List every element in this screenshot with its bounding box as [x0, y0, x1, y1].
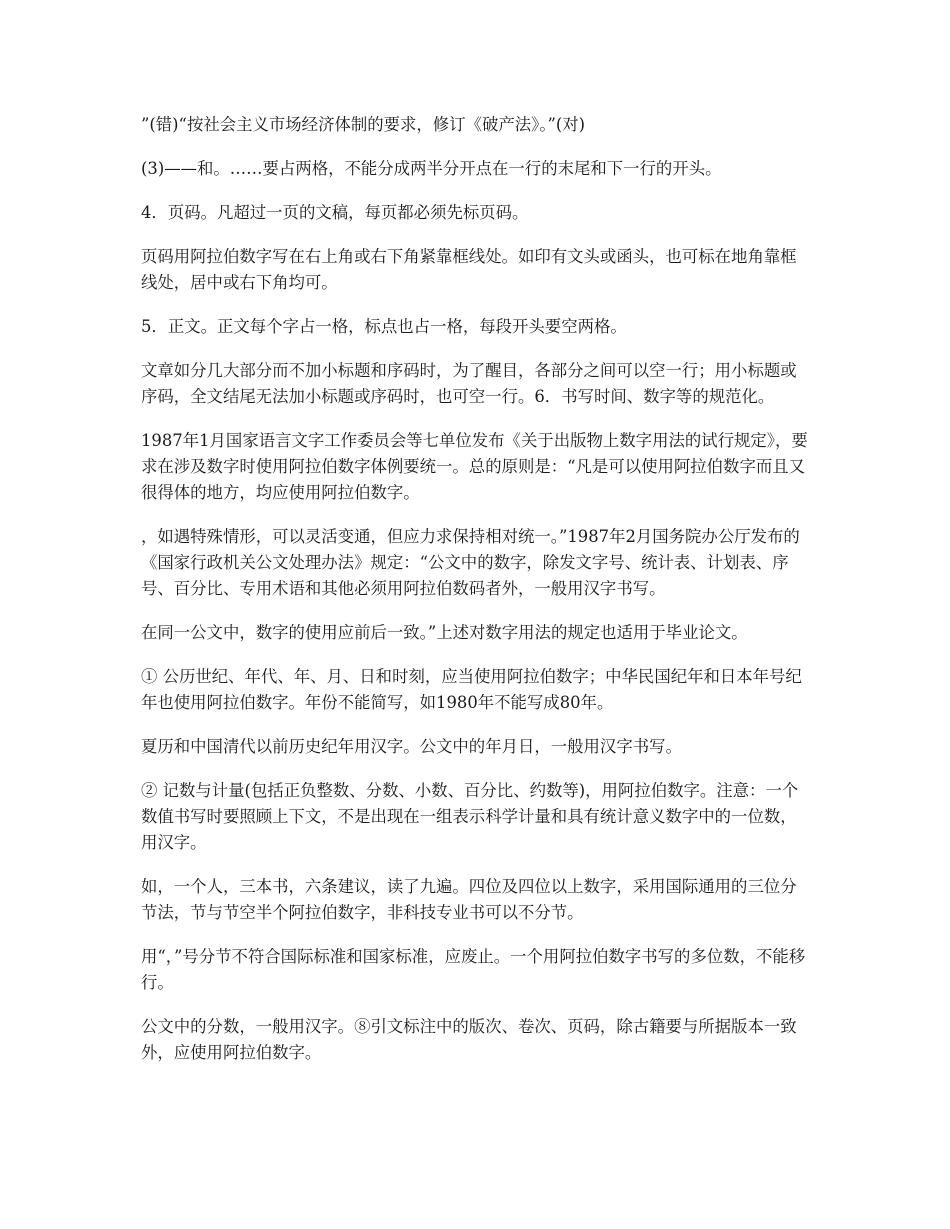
paragraph-4: 页码用阿拉伯数字写在右上角或右下角紧靠框线处。如印有文头或函头，也可标在地角靠框线处，居中或右下角均可。 [141, 247, 797, 292]
document-body [141, 112, 811, 1084]
paragraph-1: ”(错)“按社会主义市场经济体制的要求，修订《破产法》。”(对) [141, 115, 586, 134]
paragraph-11: 夏历和中国清代以前历史纪年用汉字。公文中的年月日，一般用汉字书写。 [141, 737, 682, 756]
paragraph-13: 如，一个人，三本书，六条建议，读了九遍。四位及四位以上数字，采用国际通用的三位分节法，节与节空半个阿拉伯数字，非科技专业书可以不分节。 [141, 877, 797, 922]
paragraph-10: ① 公历世纪、年代、年、月、日和时刻，应当使用阿拉伯数字；中华民国纪年和日本年号纪年也使用阿拉伯数字。年份不能简写，如1980年不能写成80年。 [141, 667, 802, 712]
paragraph-9: 在同一公文中，数字的使用应前后一致。”上述对数字用法的规定也适用于毕业论文。 [141, 623, 748, 642]
paragraph-5: 5．正文。正文每个字占一格，标点也占一格，每段开头要空两格。 [141, 317, 627, 336]
paragraph-7: 1987年1月国家语言文字工作委员会等七单位发布《关于出版物上数字用法的试行规定》，要求在涉及数字时使用阿拉伯数字体例要统一。总的原则是：“凡是可以使用阿拉伯数字而且又很得体的地方，均应使用阿拉伯数字。 [141, 431, 808, 502]
paragraph-3: 4．页码。凡超过一页的文稿，每页都必须先标页码。 [141, 203, 529, 222]
paragraph-2: (3)——和。……要占两格，不能分成两半分开点在一行的末尾和下一行的开头。 [141, 159, 722, 178]
paragraph-15: 公文中的分数，一般用汉字。⑧引文标注中的版次、卷次、页码，除古籍要与所据版本一致外，应使用阿拉伯数字。 [141, 1017, 797, 1062]
paragraph-12: ② 记数与计量(包括正负整数、分数、小数、百分比、约数等)，用阿拉伯数字。注意：一个数值书写时要照顾上下文，不是出现在一组表示科学计量和具有统计意义数字中的一位数，用汉字。 [141, 781, 799, 852]
paragraph-6: 文章如分几大部分而不加小标题和序码时，为了醒目，各部分之间可以空一行；用小标题或序码，全文结尾无法加小标题或序码时，也可空一行。6．书写时间、数字等的规范化。 [141, 361, 797, 406]
paragraph-14: 用“，”号分节不符合国际标准和国家标准，应废止。一个用阿拉伯数字书写的多位数，不能移行。 [141, 947, 806, 992]
paragraph-8: ，如遇特殊情形，可以灵活变通，但应力求保持相对统一。”1987年2月国务院办公厅发布的《国家行政机关公文处理办法》规定：“公文中的数字，除发文字号、统计表、计划表、序号、百分比、专用术语和其他必须用阿拉伯数码者外，一般用汉字书写。 [141, 527, 800, 598]
